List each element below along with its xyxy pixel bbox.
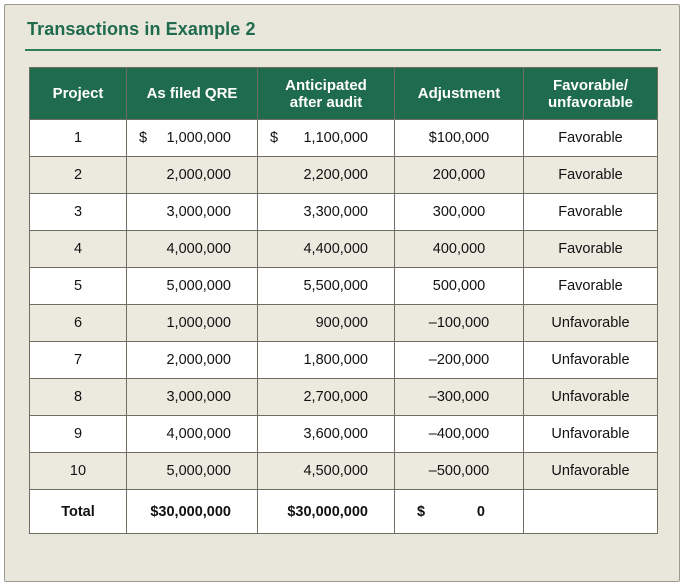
cell-total-favorable [524, 490, 658, 534]
cell-adjustment: –500,000 [395, 453, 524, 490]
cell-anticipated: 2,200,000 [258, 157, 395, 194]
column-header-as-filed-qre-line1: As filed QRE [146, 85, 238, 102]
cell-total-adjustment [395, 490, 524, 534]
cell-as-filed: 3,000,000 [127, 379, 258, 416]
cell-anticipated: 3,600,000 [258, 416, 395, 453]
cell-project: 5 [30, 268, 127, 305]
cell-favorable: Unfavorable [524, 416, 658, 453]
page-title: Transactions in Example 2 [27, 19, 256, 39]
cell-anticipated: 1,800,000 [258, 342, 395, 379]
currency-symbol: $ [139, 130, 148, 146]
cell-project: 4 [30, 231, 127, 268]
cell-project: 7 [30, 342, 127, 379]
cell-as-filed: 2,000,000 [127, 342, 258, 379]
table-header-row [30, 68, 658, 120]
cell-anticipated: 2,700,000 [258, 379, 395, 416]
cell-adjustment: $100,000 [395, 120, 524, 157]
cell-anticipated [258, 120, 395, 157]
cell-anticipated: 4,400,000 [258, 231, 395, 268]
column-header-adjustment-line1: Adjustment [417, 85, 501, 102]
table-row [30, 231, 658, 268]
table-row [30, 305, 658, 342]
column-header-anticipated-line2: after audit [289, 93, 363, 111]
cell-anticipated: 5,500,000 [258, 268, 395, 305]
table-row [30, 453, 658, 490]
column-header-as-filed-qre [127, 68, 258, 120]
column-header-adjustment [395, 68, 524, 120]
cell-anticipated: 4,500,000 [258, 453, 395, 490]
cell-adjustment: 500,000 [395, 268, 524, 305]
cell-anticipated: 3,300,000 [258, 194, 395, 231]
cell-project: 3 [30, 194, 127, 231]
currency-symbol: $ [417, 503, 426, 520]
cell-as-filed: 3,000,000 [127, 194, 258, 231]
cell-total-label: Total [30, 490, 127, 534]
column-header-project [30, 68, 127, 120]
table-total-row [30, 490, 658, 534]
table-row [30, 416, 658, 453]
cell-as-filed: 5,000,000 [127, 453, 258, 490]
cell-anticipated: 900,000 [258, 305, 395, 342]
cell-as-filed: 1,000,000 [127, 305, 258, 342]
transactions-table [29, 67, 658, 534]
column-header-favorable-line1: Favorable/ [552, 76, 629, 94]
cell-favorable: Favorable [524, 157, 658, 194]
cell-total-adjustment-value: 0 [476, 503, 485, 520]
cell-adjustment: 400,000 [395, 231, 524, 268]
cell-adjustment: –200,000 [395, 342, 524, 379]
column-header-anticipated-line1: Anticipated [285, 76, 367, 94]
title-divider [25, 49, 661, 51]
cell-favorable: Unfavorable [524, 379, 658, 416]
cell-as-filed: 4,000,000 [127, 416, 258, 453]
cell-favorable: Unfavorable [524, 453, 658, 490]
cell-anticipated-value: 1,100,000 [303, 130, 368, 146]
table-body [30, 120, 658, 534]
cell-as-filed [127, 120, 258, 157]
cell-project: 1 [30, 120, 127, 157]
table-header [30, 68, 658, 120]
cell-total-anticipated: $30,000,000 [258, 490, 395, 534]
currency-symbol: $ [270, 130, 279, 146]
cell-adjustment: 300,000 [395, 194, 524, 231]
cell-as-filed: 2,000,000 [127, 157, 258, 194]
cell-adjustment: –100,000 [395, 305, 524, 342]
table-row [30, 194, 658, 231]
cell-as-filed: 5,000,000 [127, 268, 258, 305]
cell-project: 9 [30, 416, 127, 453]
cell-favorable: Unfavorable [524, 305, 658, 342]
example-panel [4, 4, 680, 582]
cell-adjustment: 200,000 [395, 157, 524, 194]
cell-project: 6 [30, 305, 127, 342]
column-header-favorable-unfavorable [524, 68, 658, 120]
cell-favorable: Unfavorable [524, 342, 658, 379]
table-row [30, 379, 658, 416]
column-header-project-line1: Project [52, 85, 104, 102]
table-row [30, 120, 658, 157]
cell-project: 8 [30, 379, 127, 416]
cell-favorable: Favorable [524, 231, 658, 268]
cell-favorable: Favorable [524, 194, 658, 231]
table-row [30, 157, 658, 194]
cell-project: 10 [30, 453, 127, 490]
cell-favorable: Favorable [524, 120, 658, 157]
cell-as-filed: 4,000,000 [127, 231, 258, 268]
cell-adjustment: –300,000 [395, 379, 524, 416]
cell-adjustment: –400,000 [395, 416, 524, 453]
column-header-anticipated-after-audit [258, 68, 395, 120]
cell-project: 2 [30, 157, 127, 194]
table-row [30, 268, 658, 305]
cell-favorable: Favorable [524, 268, 658, 305]
cell-total-as-filed: $30,000,000 [127, 490, 258, 534]
column-header-favorable-line2: unfavorable [547, 93, 634, 111]
cell-as-filed-value: 1,000,000 [166, 130, 231, 146]
table-row [30, 342, 658, 379]
